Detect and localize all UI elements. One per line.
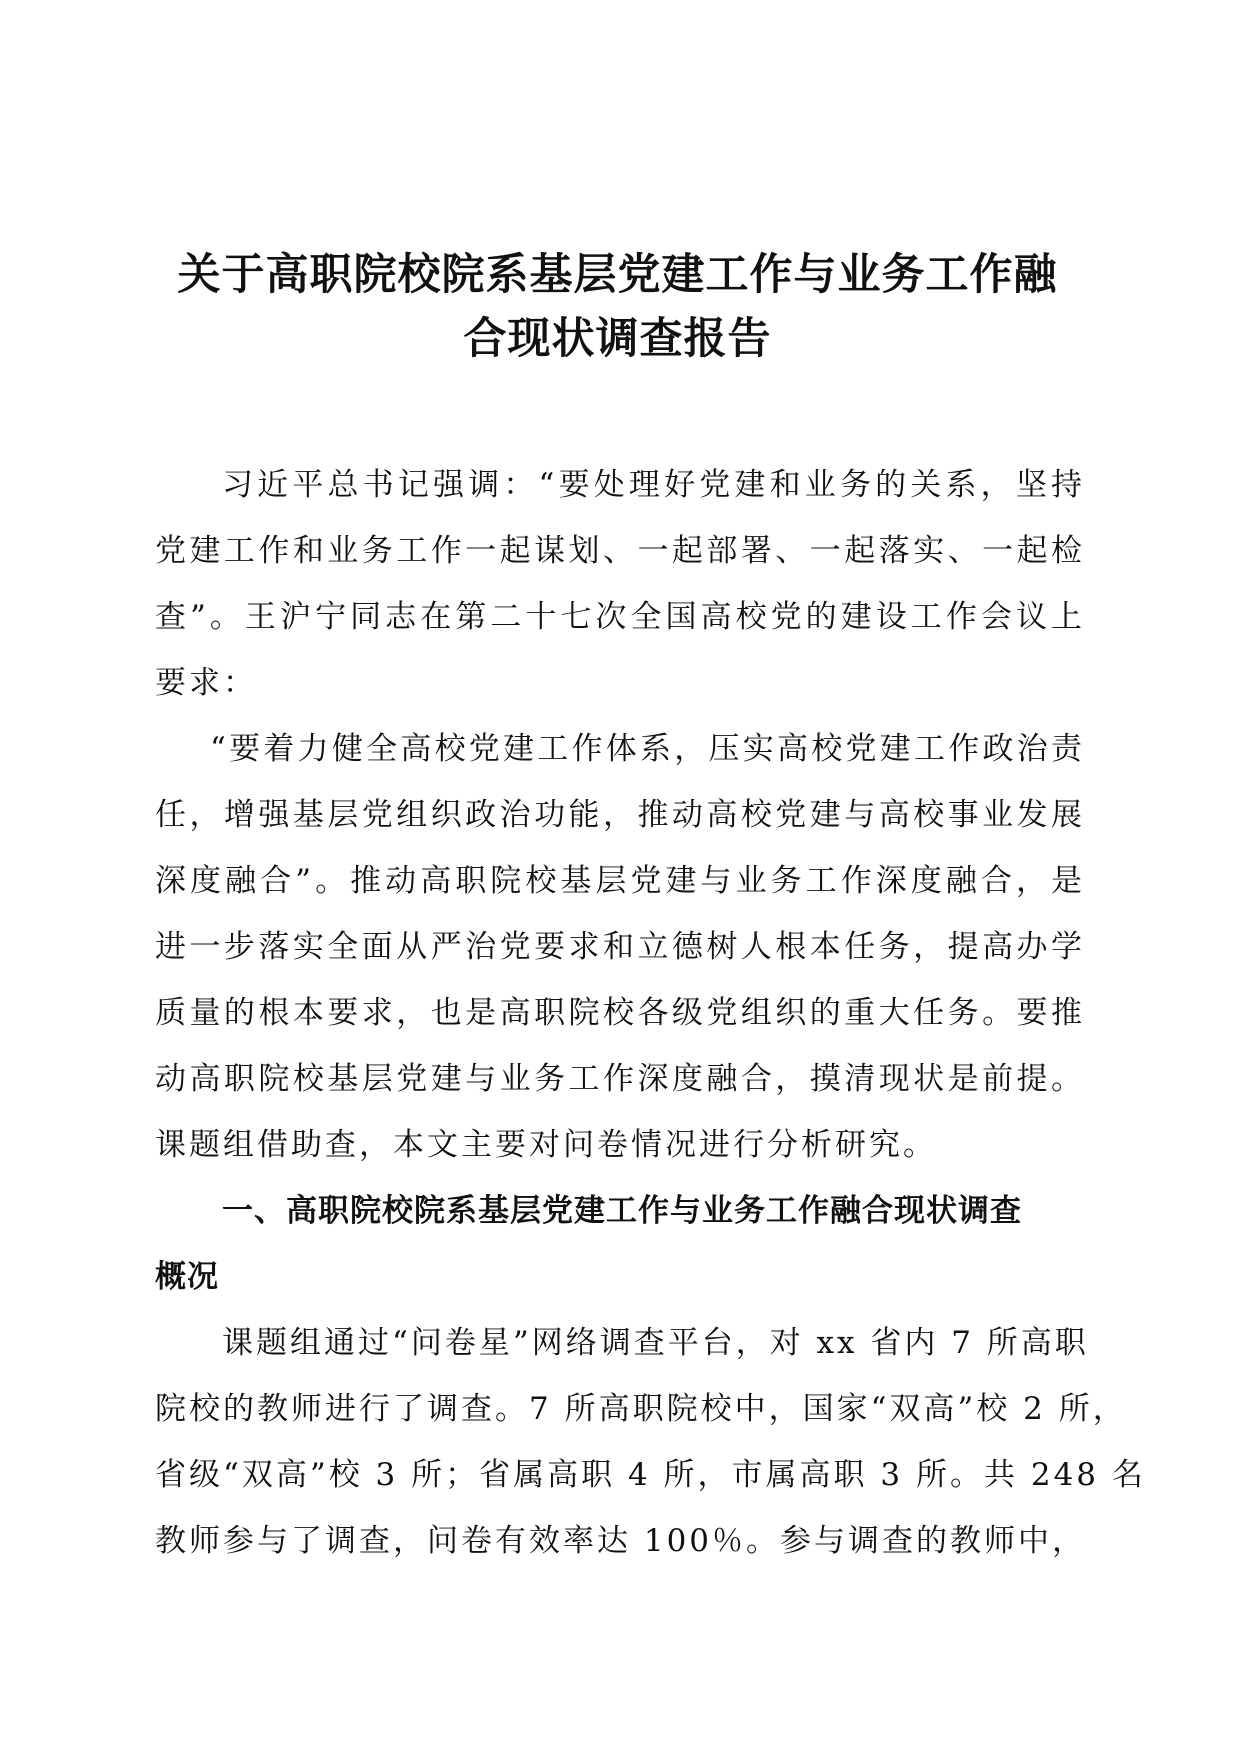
section-heading-continued: 概况 (155, 1259, 219, 1295)
section-heading: 一、高职院校院系基层党建工作与业务工作融合现状调查 (222, 1193, 1022, 1229)
paragraph-line: 任，增强基层党组织政治功能，推动高校党建与高校事业发展 (155, 797, 1085, 833)
paragraph-line: 院校的教师进行了调查。7 所高职院校中，国家“双高”校 2 所， (155, 1391, 1127, 1427)
paragraph-line: 要求： (155, 665, 257, 701)
document-body (155, 452, 1146, 1574)
title-line-1: 关于高职院校院系基层党建工作与业务工作融 (177, 250, 1058, 300)
quote-line: “要着力健全高校党建工作体系，压实高校党建工作政治责 (210, 731, 1085, 767)
paragraph-line: 查”。王沪宁同志在第二十七次全国高校党的建设工作会议上 (155, 599, 1085, 635)
paragraph-line: 课题组通过“问卷星”网络调查平台，对 xx 省内 7 所高职 (222, 1325, 1089, 1361)
document-title (150, 243, 1085, 371)
title-line-2: 合现状调查报告 (463, 314, 772, 364)
paragraph-line: 习近平总书记强调：“要处理好党建和业务的关系，坚持 (222, 467, 1085, 503)
paragraph-line: 深度融合”。推动高职院校基层党建与业务工作深度融合，是 (155, 863, 1085, 899)
paragraph-line: 教师参与了调查，问卷有效率达 100％。参与调查的教师中， (155, 1523, 1087, 1559)
paragraph-line: 动高职院校基层党建与业务工作深度融合，摸清现状是前提。 (155, 1061, 1085, 1097)
paragraph-line: 课题组借助查，本文主要对问卷情况进行分析研究。 (155, 1127, 937, 1163)
paragraph-line: 进一步落实全面从严治党要求和立德树人根本任务，提高办学 (155, 929, 1085, 965)
paragraph-line: 省级“双高”校 3 所；省属高职 4 所，市属高职 3 所。共 248 名 (155, 1457, 1146, 1493)
paragraph-line: 党建工作和业务工作一起谋划、一起部署、一起落实、一起检 (155, 533, 1085, 569)
paragraph-line: 质量的根本要求，也是高职院校各级党组织的重大任务。要推 (155, 995, 1085, 1031)
